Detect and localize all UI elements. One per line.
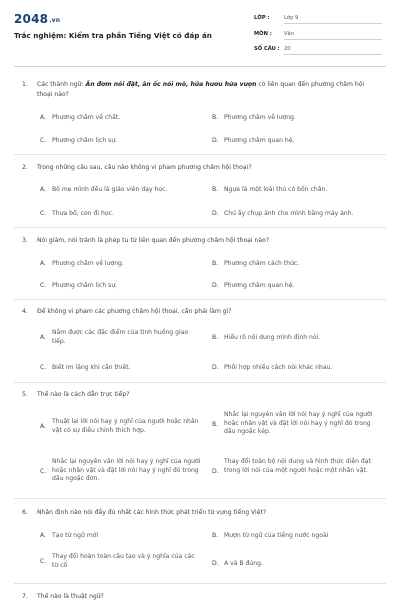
option-text: Nắm được các đặc điểm của tình huống giao tiếp. xyxy=(52,329,189,345)
option-letter: B. xyxy=(212,421,219,428)
meta-class xyxy=(254,12,382,24)
question-number: 2. xyxy=(22,164,28,171)
option-text: Nhắc lại nguyên văn lời nói hay ý nghĩ của người hoặc nhân vật và đặt lời nói hay ý nghĩ đó trong dấu ngoặc kép. xyxy=(224,411,373,435)
option-text: Biết im lặng khi cần thiết. xyxy=(52,364,131,371)
option-letter: B. xyxy=(212,532,219,539)
meta-class-label: LỚP : xyxy=(254,15,270,21)
question-text: Nói giảm, nói tránh là phép tu từ liên quan đến phương châm hội thoại nào? xyxy=(37,237,270,244)
question-divider xyxy=(14,498,386,499)
option-text: Phương châm về lượng. xyxy=(52,260,124,267)
option-text: Phương châm quan hệ. xyxy=(224,137,295,144)
question-divider xyxy=(14,154,386,155)
option-text: Thay đổi toàn bộ nội dung và hình thức diễn đạt trong lời nói của một người hoặc một nhân vật. xyxy=(224,458,371,474)
option-text: Phương châm quan hệ. xyxy=(224,282,295,289)
option-letter: B. xyxy=(212,186,219,193)
option-text: A và B đúng. xyxy=(224,560,263,567)
option-text: Hiểu rõ nội dung mình định nói. xyxy=(224,334,321,341)
question-number: 3. xyxy=(22,237,28,244)
option-letter: A. xyxy=(40,186,46,193)
question-number: 4. xyxy=(22,308,28,315)
option-text: Phương châm về lượng. xyxy=(224,114,296,121)
option-letter: C. xyxy=(40,282,47,289)
site-logo[interactable] xyxy=(14,12,60,26)
question-text: Để không vi phạm các phương châm hội thoại, cần phải làm gì? xyxy=(37,308,232,315)
option-letter: A. xyxy=(40,423,46,430)
option-text: Phương châm cách thức. xyxy=(224,260,300,267)
document-title: Trắc nghiệm: Kiểm tra phần Tiếng Việt có đáp án xyxy=(14,31,212,40)
question-text xyxy=(37,80,367,100)
meta-subject-value: Văn xyxy=(284,28,382,40)
option-letter: C. xyxy=(40,137,47,144)
option-letter: C. xyxy=(40,558,47,565)
option-text: Thưa bố, con đi học. xyxy=(52,210,114,217)
question-suffix: có liên quan đến phương châm hội thoại nào? xyxy=(37,81,365,98)
question-number: 5. xyxy=(22,391,28,398)
question-divider xyxy=(14,382,386,383)
option-letter: A. xyxy=(40,114,46,121)
meta-count-label: SỐ CÂU : xyxy=(254,46,280,52)
option-text: Mượn từ ngữ của tiếng nước ngoài xyxy=(224,532,329,539)
question-number: 6. xyxy=(22,509,28,516)
meta-class-value: Lớp 9 xyxy=(284,12,382,24)
option-letter: C. xyxy=(40,210,47,217)
question-number: 1. xyxy=(22,81,28,88)
document-header xyxy=(0,0,400,62)
option-text: Thuật lại lời nói hay ý nghĩ của người hoặc nhân vật có sự điều chỉnh thích hợp. xyxy=(52,418,199,434)
option-text: Chú ấy chụp ảnh cho mình bằng máy ảnh. xyxy=(224,210,354,217)
option-text: Phương châm lịch sự. xyxy=(52,137,118,144)
option-letter: C. xyxy=(40,364,47,371)
question-divider xyxy=(14,583,386,584)
option-text: Thay đổi hoàn toàn cấu tạo và ý nghĩa của các từ cổ xyxy=(52,553,195,569)
question-text: Nhận định nào nói đầy đủ nhất các hình thức phát triển từ vựng tiếng Việt? xyxy=(37,509,267,516)
option-text: Nhắc lại nguyên văn lời nói hay ý nghĩ của người hoặc nhân vật và đặt lời nói hay ý nghĩ đó trong dấu ngoặc đơn. xyxy=(52,458,201,482)
logo-suffix: .vn xyxy=(49,17,61,24)
option-text: Phương châm lịch sự. xyxy=(52,282,118,289)
option-letter: A. xyxy=(40,532,46,539)
meta-subject xyxy=(254,28,382,40)
question-number: 7. xyxy=(22,593,28,600)
option-letter: B. xyxy=(212,114,219,121)
question-emphasis: Ăn đơm nói đặt, ăn ốc nói mò, hứa hươu hứa vượn xyxy=(85,81,257,88)
option-letter: D. xyxy=(212,137,219,144)
question-prefix: Các thành ngữ: xyxy=(37,81,86,88)
option-letter: D. xyxy=(212,560,219,567)
meta-count xyxy=(254,43,382,55)
option-letter: A. xyxy=(40,260,46,267)
option-text: Phương châm về chất. xyxy=(52,114,121,121)
question-text: Thế nào là cách dẫn trực tiếp? xyxy=(37,391,130,398)
option-letter: B. xyxy=(212,260,219,267)
option-letter: B. xyxy=(212,334,219,341)
option-letter: C. xyxy=(40,468,47,475)
option-text: Phối hợp nhiều cách nói khác nhau. xyxy=(224,364,333,371)
option-letter: A. xyxy=(40,334,46,341)
option-text: Ngựa là một loài thú có bốn chân. xyxy=(224,186,328,193)
option-text: Bố mẹ mình đều là giáo viên dạy học. xyxy=(52,186,168,193)
option-letter: D. xyxy=(212,210,219,217)
question-divider xyxy=(14,299,386,300)
option-letter: D. xyxy=(212,364,219,371)
option-letter: D. xyxy=(212,468,219,475)
meta-subject-label: MÔN : xyxy=(254,31,272,37)
option-letter: D. xyxy=(212,282,219,289)
question-divider xyxy=(14,227,386,228)
meta-count-value: 20 xyxy=(284,43,382,55)
header-divider xyxy=(14,66,386,67)
logo-text: 2048 xyxy=(14,12,49,26)
option-text: Tạo từ ngữ mới xyxy=(52,532,99,539)
question-text: Thế nào là thuật ngữ? xyxy=(37,593,104,600)
question-text: Trong những câu sau, câu nào không vi phạm phương châm hội thoại? xyxy=(37,164,252,171)
